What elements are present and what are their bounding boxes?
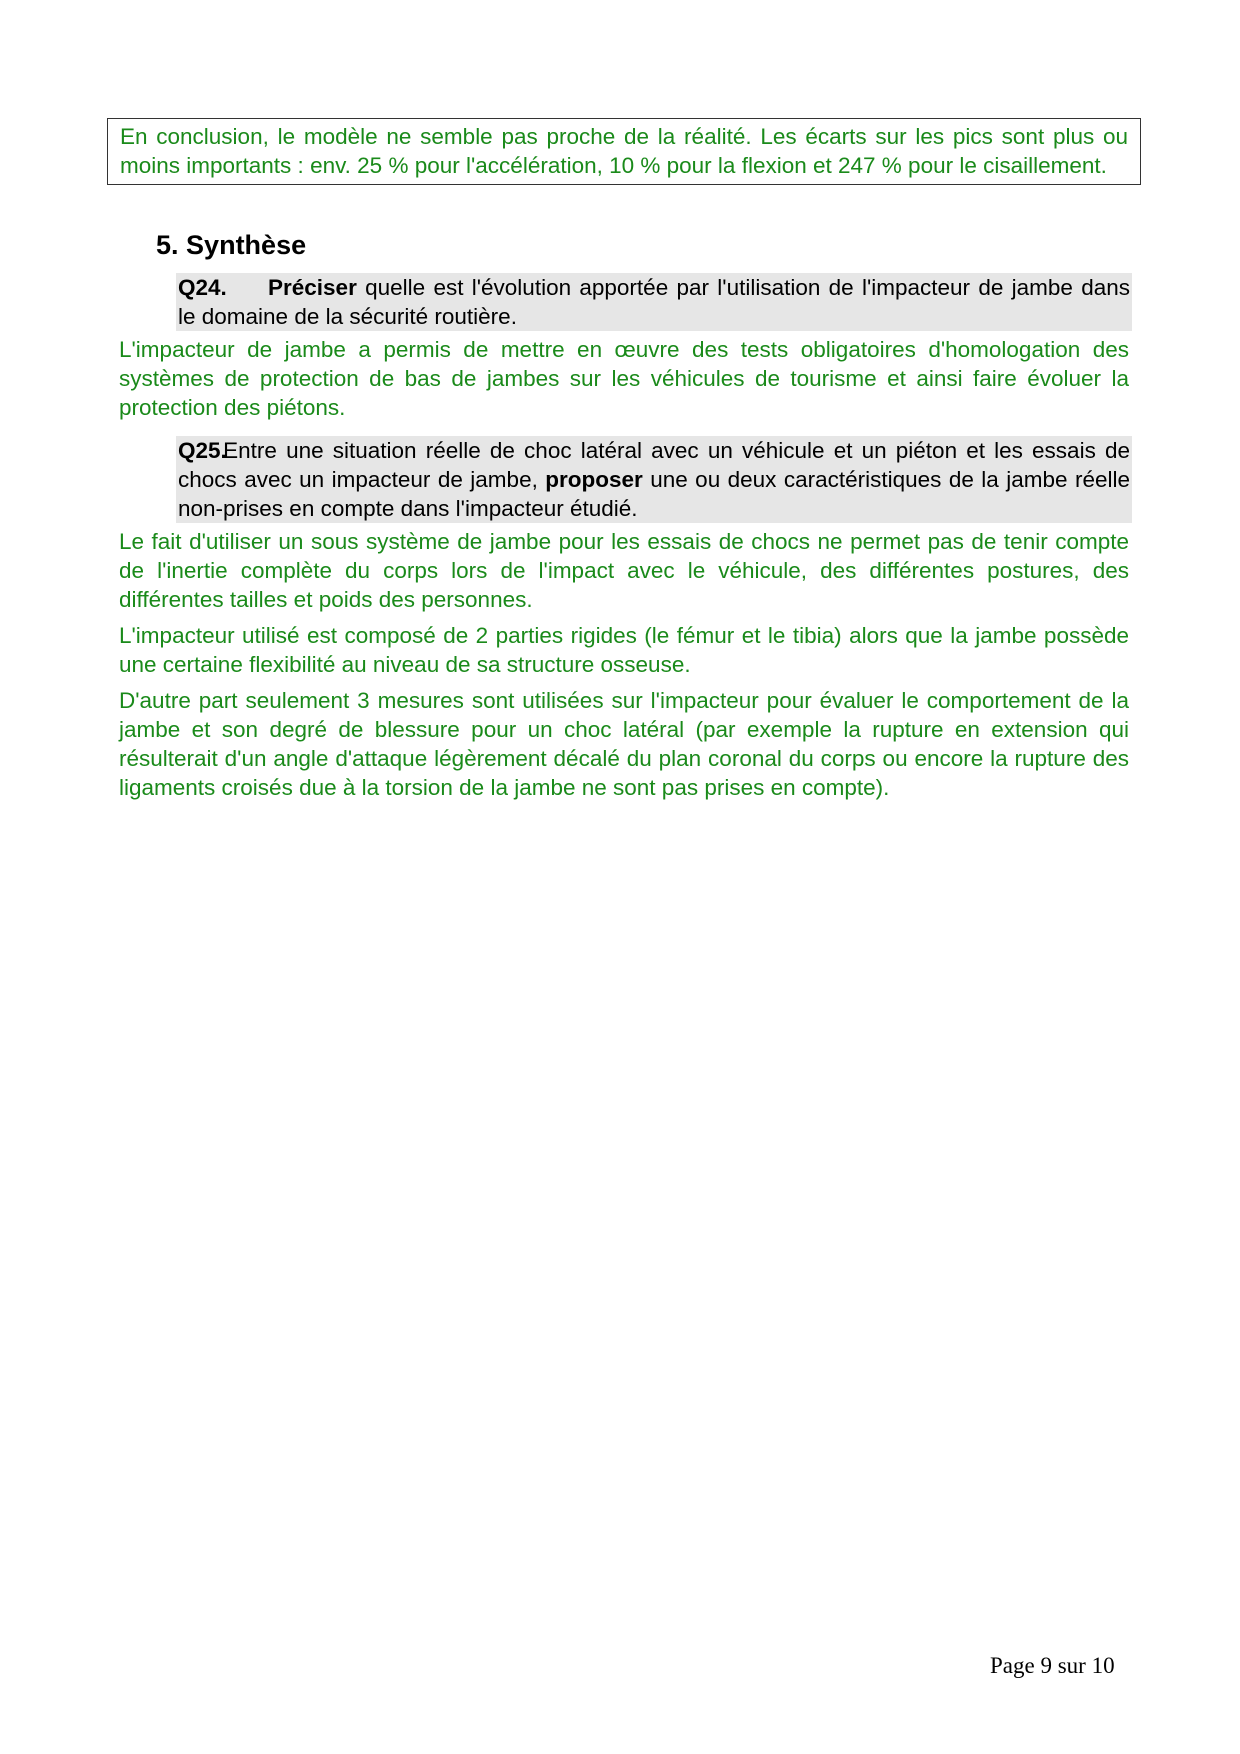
answer-q25-paragraph-3 <box>119 686 1129 802</box>
answer-text: L'impacteur de jambe a permis de mettre en œuvre des tests obligatoires d'homologation des systèmes de protection de bas de jambes sur les véhicules de tourisme et ainsi faire évoluer la protection des piétons. <box>119 337 1129 420</box>
answer-text: L'impacteur utilisé est composé de 2 parties rigides (le fémur et le tibia) alors que la jambe possède une certaine flexibilité au niveau de sa structure osseuse. <box>119 623 1129 677</box>
question-number: Q24. <box>178 275 227 300</box>
answer-q24 <box>119 335 1129 422</box>
answer-text: D'autre part seulement 3 mesures sont utilisées sur l'impacteur pour évaluer le comportement de la jambe et son degré de blessure pour un choc latéral (par exemple la rupture en extension qui résulterait d'un angle d'attaque légèrement décalé du plan coronal du corps ou encore la rupture des ligaments croisés due à la torsion de la jambe ne sont pas prises en compte). <box>119 688 1129 800</box>
question-q24 <box>176 273 1132 331</box>
question-verb: proposer <box>545 467 643 492</box>
answer-q25-paragraph-1 <box>119 527 1129 614</box>
question-text: quelle est l'évolution apportée par l'utilisation de l'impacteur de jambe dans le domaine de la sécurité routière. <box>178 275 1130 329</box>
conclusion-text: En conclusion, le modèle ne semble pas proche de la réalité. Les écarts sur les pics sont plus ou moins importants : env. 25 % pour l'accélération, 10 % pour la flexion et 247 % pour le cisaillement. <box>120 124 1128 178</box>
section-heading <box>156 228 306 262</box>
section-number: 5. <box>156 230 179 260</box>
page-number: Page 9 sur 10 <box>990 1653 1115 1678</box>
question-q25 <box>176 436 1132 523</box>
answer-q25-paragraph-2 <box>119 621 1129 679</box>
question-text-before: Entre une situation réelle de choc latéral avec un véhicule et un piéton et les essais de chocs avec un impacteur de jambe, <box>178 438 1130 492</box>
conclusion-box <box>107 118 1141 185</box>
section-title: Synthèse <box>186 230 307 260</box>
answer-text: Le fait d'utiliser un sous système de jambe pour les essais de chocs ne permet pas de tenir compte de l'inertie complète du corps lors de l'impact avec le véhicule, des différentes postures, des différentes tailles et poids des personnes. <box>119 529 1129 612</box>
question-text-after: une ou deux caractéristiques de la jambe réelle non-prises en compte dans l'impacteur étudié. <box>178 467 1130 521</box>
question-verb: Préciser <box>268 275 357 300</box>
page-footer <box>990 1653 1115 1679</box>
question-number: Q25. <box>178 438 227 463</box>
